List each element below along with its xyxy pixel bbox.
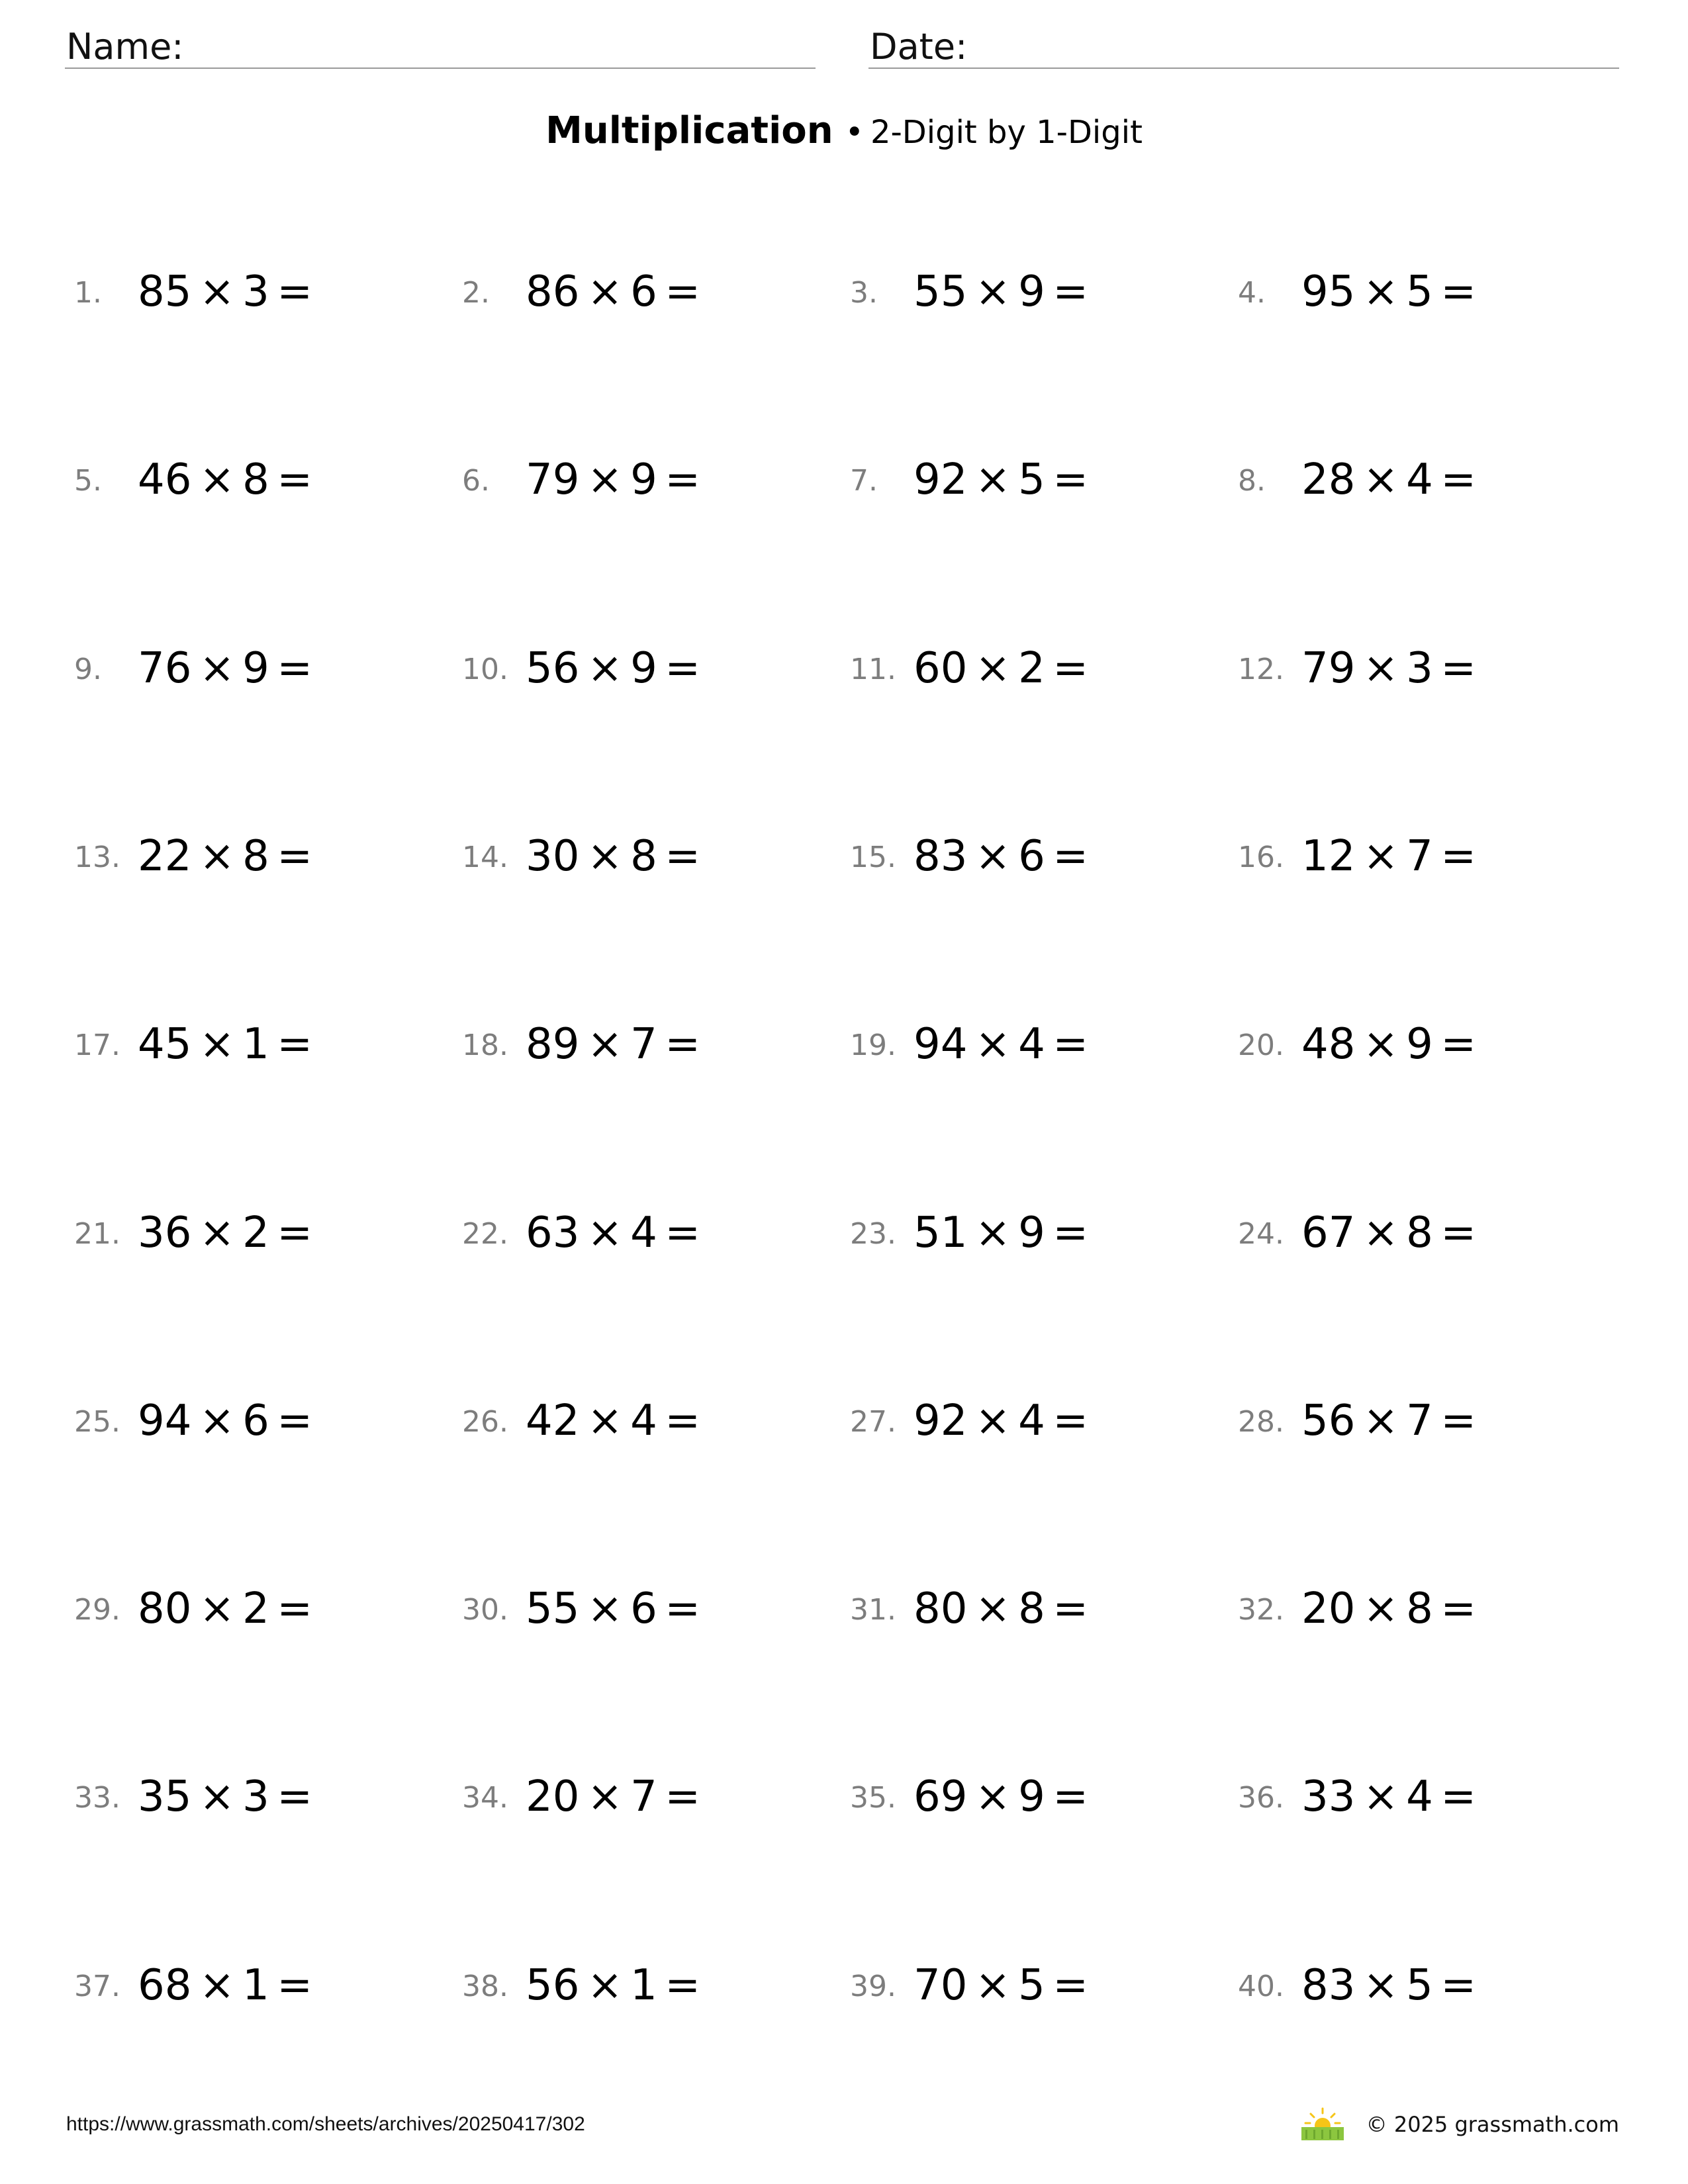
problem-number: 12. [1238,653,1284,686]
problem-number: 22. [462,1217,508,1251]
operand-b: 4 [630,1396,657,1445]
operand-b: 9 [1018,267,1045,316]
operand-b: 9 [630,455,657,504]
problem-number: 38. [462,1970,508,2003]
problem-expression [1301,1956,1483,2015]
operand-a: 63 [526,1208,580,1257]
times-sign: × [974,455,1011,504]
problem-expression [138,1767,320,1827]
equals-sign: = [1440,1961,1476,2010]
operand-b: 8 [1406,1584,1433,1633]
problem-expression [914,450,1096,510]
problem-number: 31. [850,1593,896,1627]
operand-b: 4 [1406,1772,1433,1821]
times-sign: × [586,644,623,693]
operand-b: 6 [1018,832,1045,881]
problem-expression [914,1579,1096,1639]
problem-number: 3. [850,276,878,310]
operand-b: 2 [242,1208,269,1257]
times-sign: × [974,267,1011,316]
problem-number: 30. [462,1593,508,1627]
operand-a: 83 [914,832,968,881]
problem-number: 26. [462,1405,508,1439]
problem-number: 34. [462,1781,508,1815]
operand-a: 28 [1301,455,1356,504]
times-sign: × [1362,1961,1399,2010]
operand-b: 8 [630,832,657,881]
operand-a: 69 [914,1772,968,1821]
problem-expression [526,1203,708,1263]
operand-a: 56 [526,1961,580,2010]
operand-a: 68 [138,1961,192,2010]
operand-a: 46 [138,455,192,504]
problem-expression [1301,1579,1483,1639]
problem-expression [1301,639,1483,698]
equals-sign: = [1440,832,1476,881]
operand-a: 60 [914,644,968,693]
times-sign: × [974,1396,1011,1445]
equals-sign: = [1440,267,1476,316]
problem-number: 18. [462,1028,508,1062]
operand-b: 9 [1406,1020,1433,1069]
operand-b: 6 [630,1584,657,1633]
problem-expression [1301,1767,1483,1827]
problem-number: 20. [1238,1028,1284,1062]
operand-a: 55 [526,1584,580,1633]
equals-sign: = [277,267,312,316]
operand-b: 1 [630,1961,657,2010]
operand-b: 4 [1406,455,1433,504]
operand-a: 48 [1301,1020,1356,1069]
operand-a: 92 [914,455,968,504]
equals-sign: = [1440,455,1476,504]
equals-sign: = [277,1396,312,1445]
footer-brand [1299,2105,1619,2144]
equals-sign: = [1053,832,1088,881]
times-sign: × [199,644,235,693]
equals-sign: = [1053,1584,1088,1633]
worksheet-title [0,105,1688,166]
problem-expression [138,262,320,322]
problem-number: 16. [1238,841,1284,874]
operand-a: 86 [526,267,580,316]
problem-expression [914,1391,1096,1451]
problem-expression [914,1015,1096,1074]
problem-number: 5. [74,464,102,498]
problem-expression [526,1579,708,1639]
problem-number: 24. [1238,1217,1284,1251]
times-sign: × [199,1020,235,1069]
times-sign: × [199,1208,235,1257]
operand-b: 8 [1018,1584,1045,1633]
operand-a: 56 [526,644,580,693]
operand-a: 45 [138,1020,192,1069]
operand-a: 36 [138,1208,192,1257]
problem-number: 28. [1238,1405,1284,1439]
equals-sign: = [1440,1396,1476,1445]
problem-expression [138,450,320,510]
times-sign: × [586,1584,623,1633]
operand-b: 9 [1018,1208,1045,1257]
times-sign: × [199,1584,235,1633]
problem-expression [138,827,320,886]
operand-a: 94 [138,1396,192,1445]
problem-expression [1301,1015,1483,1074]
operand-a: 80 [914,1584,968,1633]
problem-number: 2. [462,276,490,310]
equals-sign: = [1440,1020,1476,1069]
operand-a: 33 [1301,1772,1356,1821]
operand-a: 42 [526,1396,580,1445]
operand-a: 94 [914,1020,968,1069]
problem-number: 40. [1238,1970,1284,2003]
problem-number: 6. [462,464,490,498]
date-field[interactable] [868,26,1619,69]
title-bullet: • [845,114,864,151]
operand-b: 3 [1406,644,1433,693]
equals-sign: = [665,644,700,693]
operand-b: 2 [1018,644,1045,693]
times-sign: × [199,1772,235,1821]
operand-b: 7 [630,1020,657,1069]
problem-number: 39. [850,1970,896,2003]
name-field[interactable] [65,26,816,69]
problem-expression [138,1203,320,1263]
problem-number: 1. [74,276,102,310]
times-sign: × [1362,1396,1399,1445]
times-sign: × [586,1208,623,1257]
equals-sign: = [1440,1772,1476,1821]
equals-sign: = [277,455,312,504]
operand-b: 4 [1018,1020,1045,1069]
operand-b: 2 [242,1584,269,1633]
operand-b: 9 [630,644,657,693]
times-sign: × [199,1396,235,1445]
problem-expression [526,1015,708,1074]
times-sign: × [1362,1020,1399,1069]
operand-a: 12 [1301,832,1356,881]
equals-sign: = [1053,267,1088,316]
problem-number: 17. [74,1028,120,1062]
operand-b: 3 [242,267,269,316]
sun-over-grass-icon [1299,2107,1346,2142]
operand-a: 80 [138,1584,192,1633]
equals-sign: = [1053,1020,1088,1069]
problem-number: 21. [74,1217,120,1251]
operand-b: 5 [1406,267,1433,316]
problem-number: 4. [1238,276,1266,310]
times-sign: × [199,267,235,316]
equals-sign: = [1053,455,1088,504]
times-sign: × [1362,1584,1399,1633]
times-sign: × [586,267,623,316]
times-sign: × [974,644,1011,693]
problem-expression [1301,262,1483,322]
problem-expression [526,1391,708,1451]
operand-a: 22 [138,832,192,881]
operand-a: 67 [1301,1208,1356,1257]
problem-expression [138,1956,320,2015]
problem-expression [1301,1203,1483,1263]
times-sign: × [1362,832,1399,881]
operand-a: 79 [526,455,580,504]
times-sign: × [974,832,1011,881]
problem-expression [914,827,1096,886]
problem-expression [138,1015,320,1074]
problem-expression [526,1767,708,1827]
times-sign: × [586,1961,623,2010]
operand-b: 6 [242,1396,269,1445]
equals-sign: = [277,1208,312,1257]
equals-sign: = [277,1020,312,1069]
equals-sign: = [665,832,700,881]
problem-number: 36. [1238,1781,1284,1815]
operand-b: 5 [1018,455,1045,504]
operand-a: 30 [526,832,580,881]
times-sign: × [974,1020,1011,1069]
operand-b: 5 [1406,1961,1433,2010]
problem-expression [1301,827,1483,886]
equals-sign: = [1053,1772,1088,1821]
problem-expression [914,262,1096,322]
problem-expression [914,639,1096,698]
equals-sign: = [1053,1961,1088,2010]
operand-a: 56 [1301,1396,1356,1445]
equals-sign: = [1440,644,1476,693]
equals-sign: = [665,455,700,504]
equals-sign: = [1053,1208,1088,1257]
equals-sign: = [1053,644,1088,693]
problem-number: 23. [850,1217,896,1251]
problem-expression [526,1956,708,2015]
operand-b: 1 [242,1020,269,1069]
times-sign: × [1362,644,1399,693]
times-sign: × [586,455,623,504]
times-sign: × [974,1772,1011,1821]
equals-sign: = [277,832,312,881]
equals-sign: = [665,1208,700,1257]
operand-a: 95 [1301,267,1356,316]
copyright-text: © 2025 grassmath.com [1366,2112,1619,2137]
operand-b: 6 [630,267,657,316]
problem-number: 35. [850,1781,896,1815]
operand-a: 20 [526,1772,580,1821]
operand-b: 7 [630,1772,657,1821]
times-sign: × [974,1584,1011,1633]
date-label: Date: [870,26,968,68]
operand-b: 4 [630,1208,657,1257]
times-sign: × [199,1961,235,2010]
times-sign: × [199,832,235,881]
problem-number: 9. [74,653,102,686]
operand-a: 92 [914,1396,968,1445]
equals-sign: = [1440,1208,1476,1257]
times-sign: × [974,1208,1011,1257]
operand-b: 7 [1406,832,1433,881]
problem-expression [138,1579,320,1639]
problem-expression [1301,450,1483,510]
problem-number: 13. [74,841,120,874]
problem-expression [914,1767,1096,1827]
problem-number: 33. [74,1781,120,1815]
problem-expression [1301,1391,1483,1451]
problem-number: 11. [850,653,896,686]
times-sign: × [1362,455,1399,504]
operand-a: 85 [138,267,192,316]
problem-number: 27. [850,1405,896,1439]
operand-a: 83 [1301,1961,1356,2010]
equals-sign: = [665,1020,700,1069]
problem-expression [138,1391,320,1451]
operand-b: 1 [242,1961,269,2010]
problem-expression [914,1956,1096,2015]
operand-b: 8 [242,455,269,504]
problem-number: 19. [850,1028,896,1062]
equals-sign: = [665,1961,700,2010]
times-sign: × [1362,1772,1399,1821]
times-sign: × [586,832,623,881]
title-subtitle: 2-Digit by 1-Digit [870,114,1143,151]
operand-b: 4 [1018,1396,1045,1445]
times-sign: × [586,1772,623,1821]
times-sign: × [586,1396,623,1445]
problem-expression [526,450,708,510]
operand-a: 51 [914,1208,968,1257]
problem-expression [526,827,708,886]
equals-sign: = [277,1772,312,1821]
problem-number: 8. [1238,464,1266,498]
times-sign: × [199,455,235,504]
footer-url: https://www.grassmath.com/sheets/archives/20250417/302 [66,2113,585,2135]
operand-b: 8 [1406,1208,1433,1257]
operand-b: 9 [242,644,269,693]
equals-sign: = [1440,1584,1476,1633]
equals-sign: = [665,267,700,316]
operand-b: 5 [1018,1961,1045,2010]
times-sign: × [974,1961,1011,2010]
problem-number: 10. [462,653,508,686]
problem-number: 37. [74,1970,120,2003]
problem-number: 7. [850,464,878,498]
title-main: Multiplication [545,109,833,152]
operand-a: 89 [526,1020,580,1069]
operand-b: 3 [242,1772,269,1821]
problem-number: 25. [74,1405,120,1439]
equals-sign: = [277,644,312,693]
operand-b: 8 [242,832,269,881]
problem-expression [138,639,320,698]
problem-expression [526,262,708,322]
times-sign: × [1362,267,1399,316]
problem-number: 14. [462,841,508,874]
operand-a: 79 [1301,644,1356,693]
problem-number: 32. [1238,1593,1284,1627]
operand-a: 35 [138,1772,192,1821]
problem-expression [914,1203,1096,1263]
operand-b: 7 [1406,1396,1433,1445]
equals-sign: = [665,1396,700,1445]
operand-a: 55 [914,267,968,316]
times-sign: × [586,1020,623,1069]
equals-sign: = [1053,1396,1088,1445]
equals-sign: = [665,1584,700,1633]
problem-expression [526,639,708,698]
problem-number: 15. [850,841,896,874]
operand-a: 76 [138,644,192,693]
equals-sign: = [665,1772,700,1821]
problem-number: 29. [74,1593,120,1627]
equals-sign: = [277,1961,312,2010]
times-sign: × [1362,1208,1399,1257]
name-label: Name: [66,26,184,68]
operand-a: 70 [914,1961,968,2010]
equals-sign: = [277,1584,312,1633]
operand-b: 9 [1018,1772,1045,1821]
operand-a: 20 [1301,1584,1356,1633]
